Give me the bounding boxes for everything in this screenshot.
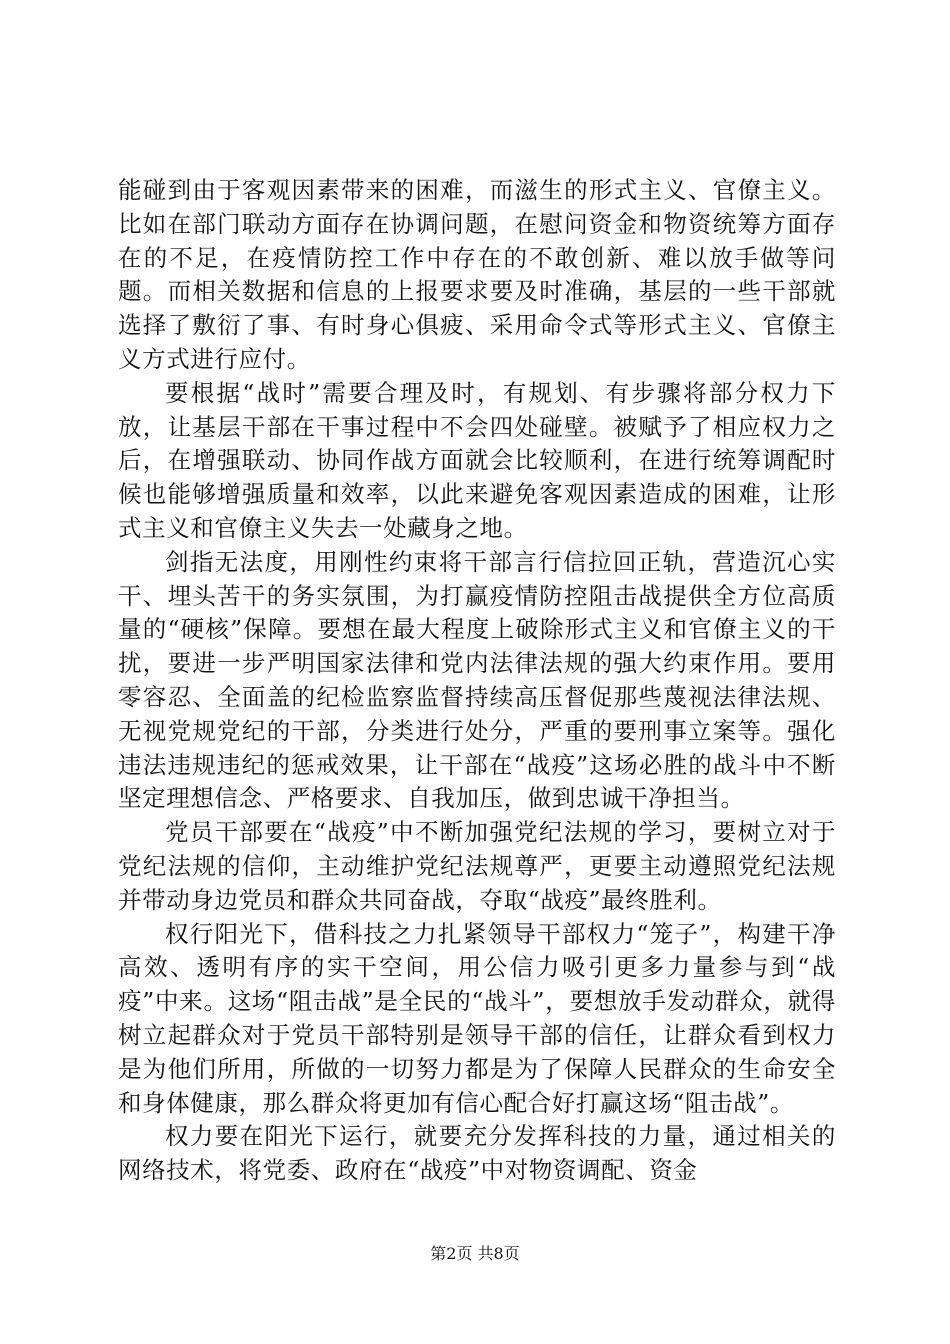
paragraph-1: 能碰到由于客观因素带来的困难，而滋生的形式主义、官僚主义。比如在部门联动方面存在协调问题，在慰问资金和物资统筹方面存在的不足，在疫情防控工作中存在的不敢创新、难以放手做等问题。而相关数据和信息的上报要求要及时准确，基层的一些干部就选择了敷衍了事、有时身心俱疲、采用命令式等形式主义、官僚主义方式进行应付。 [118, 176, 836, 373]
paragraph-6: 权力要在阳光下运行，就要充分发挥科技的力量，通过相关的网络技术，将党委、政府在“战疫”中对物资调配、资金 [118, 1122, 836, 1185]
page-number-footer: 第2页 共8页 [430, 1244, 520, 1263]
paragraph-4: 党员干部要在“战疫”中不断加强党纪法规的学习，要树立对于党纪法规的信仰，主动维护党纪法规尊严，更要主动遵照党纪法规并带动身边党员和群众共同奋战，夺取“战疫”最终胜利。 [118, 818, 836, 914]
paragraph-2: 要根据“战时”需要合理及时，有规划、有步骤将部分权力下放，让基层干部在干事过程中不会四处碰壁。被赋予了相应权力之后，在增强联动、协同作战方面就会比较顺利，在进行统筹调配时候也能够增强质量和效率，以此来避免客观因素造成的困难，让形式主义和官僚主义失去一处藏身之地。 [118, 378, 836, 542]
document-body [118, 174, 836, 1188]
paragraph-3: 剑指无法度，用刚性约束将干部言行信拉回正轨，营造沉心实干、埋头苦干的务实氛围，为打赢疫情防控阻击战提供全方位高质量的“硬核”保障。要想在最大程度上破除形式主义和官僚主义的干扰，要进一步严明国家法律和党内法律法规的强大约束作用。要用零容忍、全面盖的纪检监察监督持续高压督促那些蔑视法律法规、无视党规党纪的干部，分类进行处分，严重的要刑事立案等。强化违法违规违纪的惩戒效果，让干部在“战疫”这场必胜的战斗中不断坚定理想信念、严格要求、自我加压，做到忠诚干净担当。 [118, 547, 836, 813]
paragraph-5: 权行阳光下，借科技之力扎紧领导干部权力“笼子”，构建干净高效、透明有序的实干空间，用公信力吸引更多力量参与到“战疫”中来。这场“阻击战”是全民的“战斗”，要想放手发动群众，就得树立起群众对于党员干部特别是领导干部的信任，让群众看到权力是为他们所用，所做的一切努力都是为了保障人民群众的生命安全和身体健康，那么群众将更加有信心配合好打赢这场“阻击战”。 [118, 919, 836, 1117]
